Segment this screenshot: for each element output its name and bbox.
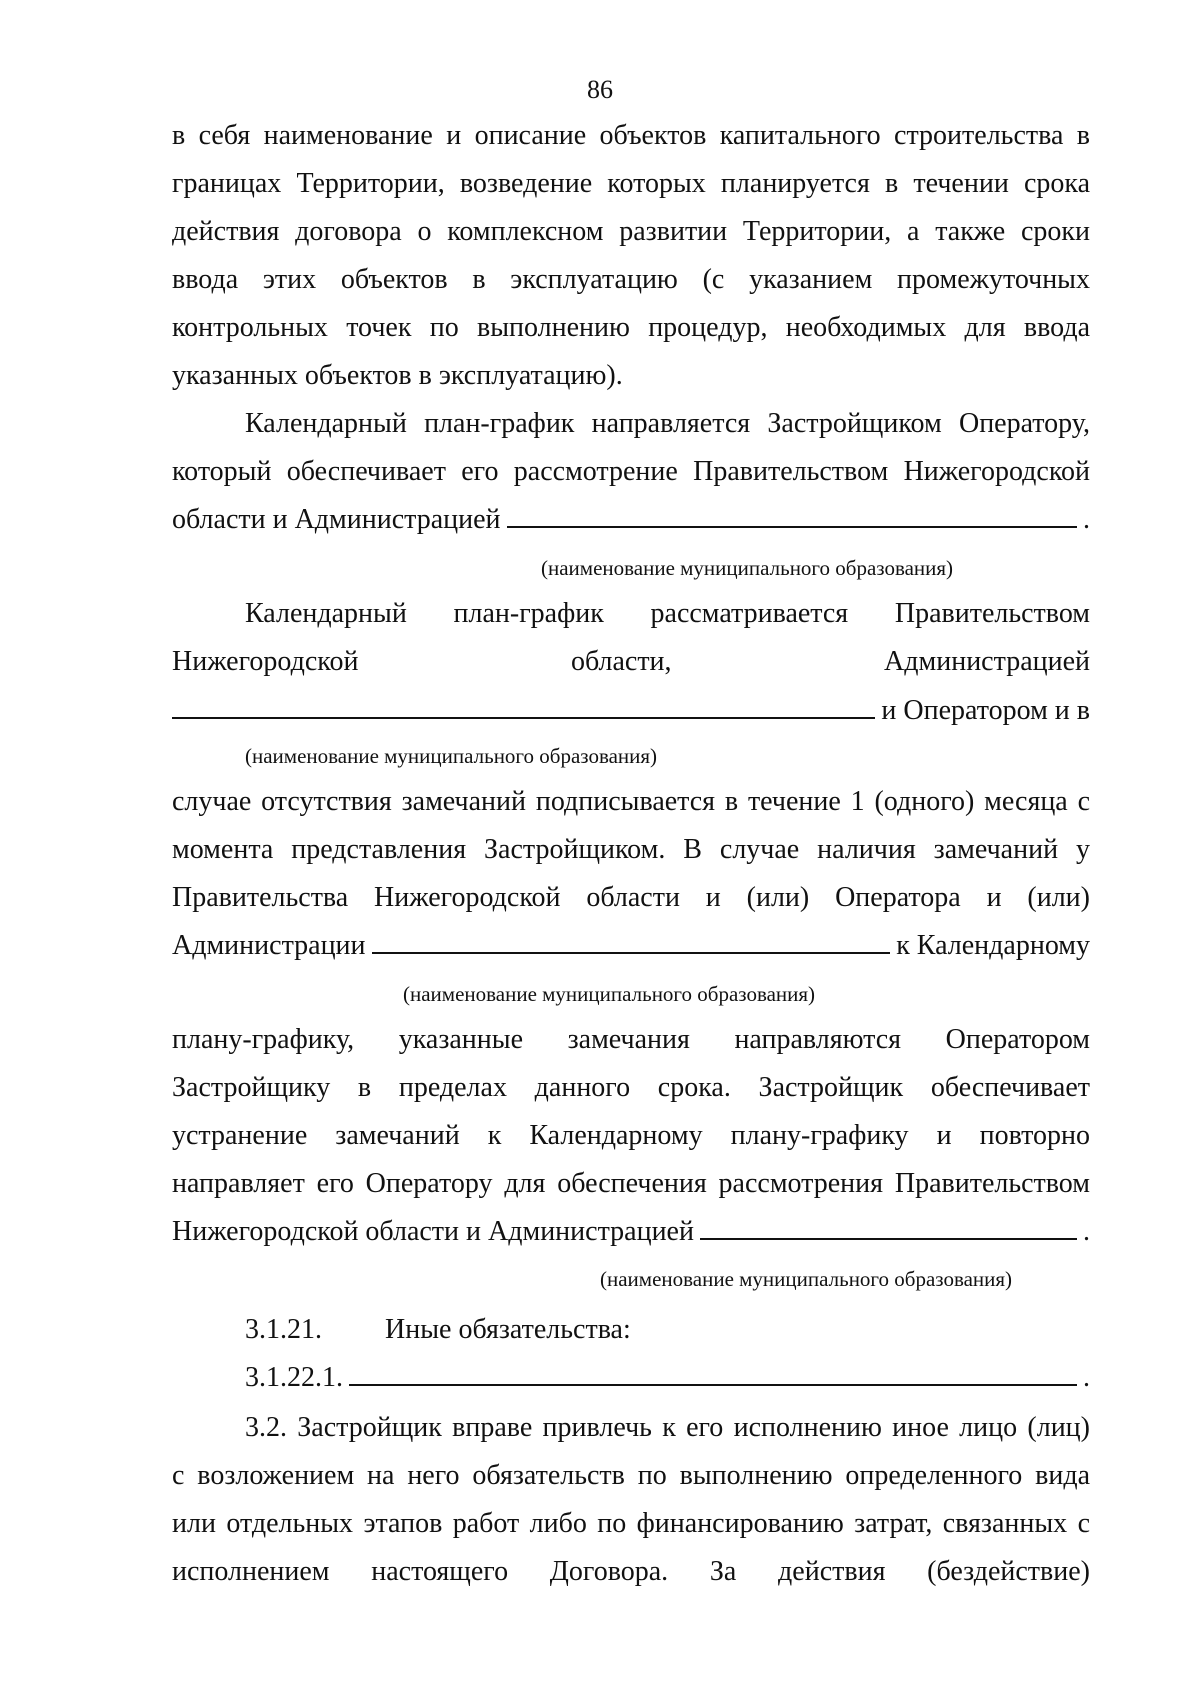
blank-field — [507, 502, 1077, 528]
text-line — [172, 644, 1090, 680]
text-line: устранение замечаний к Календарному плану-графику и повторно — [172, 1120, 1090, 1151]
text-segment: . — [1083, 1362, 1090, 1393]
text-segment: . — [1083, 504, 1090, 535]
blank-field — [372, 928, 891, 954]
text-line: 3.2. Застройщик вправе привлечь к его исполнению иное лицо (лиц) — [245, 1412, 1090, 1443]
text-line-with-blank — [172, 928, 1090, 964]
text-line-with-blank — [172, 502, 1090, 538]
text-line: Правительства Нижегородской области и (или) Оператора и (или) — [172, 882, 1090, 913]
text-segment: Администрации — [172, 930, 366, 961]
text-segment: . — [1083, 1216, 1090, 1247]
text-line-with-blank — [172, 1214, 1090, 1250]
text-line-with-blank — [172, 693, 1090, 729]
text-line: Застройщику в пределах данного срока. Застройщик обеспечивает — [172, 1072, 1090, 1103]
text-segment: области и Администрацией — [172, 504, 501, 535]
text-segment: к Календарному — [896, 930, 1090, 961]
field-caption: (наименование муниципального образования) — [600, 1267, 1013, 1291]
text-line: Календарный план-график направляется Застройщиком Оператору, — [245, 408, 1090, 439]
text-line: который обеспечивает его рассмотрение Правительством Нижегородской — [172, 456, 1090, 487]
text-line: указанных объектов в эксплуатацию). — [172, 360, 623, 391]
text-line: в себя наименование и описание объектов капитального строительства в — [172, 120, 1090, 151]
word: план-график — [453, 598, 604, 629]
blank-field — [700, 1214, 1077, 1240]
text-line: момента представления Застройщиком. В случае наличия замечаний у — [172, 834, 1090, 865]
word: Нижегородской — [172, 646, 359, 677]
field-caption: (наименование муниципального образования) — [403, 982, 816, 1006]
word: Администрацией — [884, 646, 1090, 677]
clause-number: 3.1.22.1. — [245, 1362, 343, 1393]
clause-3-1-22-1 — [245, 1360, 1090, 1396]
text-segment: Нижегородской области и Администрацией — [172, 1216, 694, 1247]
text-line: случае отсутствия замечаний подписывается в течение 1 (одного) месяца с — [172, 786, 1090, 817]
word: рассматривается — [650, 598, 849, 629]
word: Правительством — [894, 598, 1090, 629]
clause-text: Иные обязательства: — [385, 1314, 631, 1345]
blank-field — [349, 1360, 1077, 1386]
page-number: 86 — [587, 75, 613, 104]
text-line: действия договора о комплексном развитии Территории, а также сроки — [172, 216, 1090, 247]
blank-field — [172, 693, 875, 719]
clause-number: 3.1.21. — [245, 1314, 322, 1345]
text-line: контрольных точек по выполнению процедур, необходимых для ввода — [172, 312, 1090, 343]
text-line: или отдельных этапов работ либо по финансированию затрат, связанных с — [172, 1508, 1090, 1539]
text-line: границах Территории, возведение которых планируется в течении срока — [172, 168, 1090, 199]
text-line: ввода этих объектов в эксплуатацию (с указанием промежуточных — [172, 264, 1090, 295]
text-segment: и Оператором и в — [881, 695, 1090, 726]
word: Календарный — [245, 598, 407, 629]
clause-3-1-21 — [245, 1312, 1090, 1348]
text-line: плану-графику, указанные замечания направляются Оператором — [172, 1024, 1090, 1055]
text-line: исполнением настоящего Договора. За действия (бездействие) — [172, 1556, 1090, 1587]
field-caption: (наименование муниципального образования) — [541, 556, 954, 580]
text-line: направляет его Оператору для обеспечения рассмотрения Правительством — [172, 1168, 1090, 1199]
text-line — [245, 596, 1090, 632]
word: области, — [570, 646, 672, 677]
field-caption: (наименование муниципального образования) — [245, 744, 658, 768]
text-line: с возложением на него обязательств по выполнению определенного вида — [172, 1460, 1090, 1491]
